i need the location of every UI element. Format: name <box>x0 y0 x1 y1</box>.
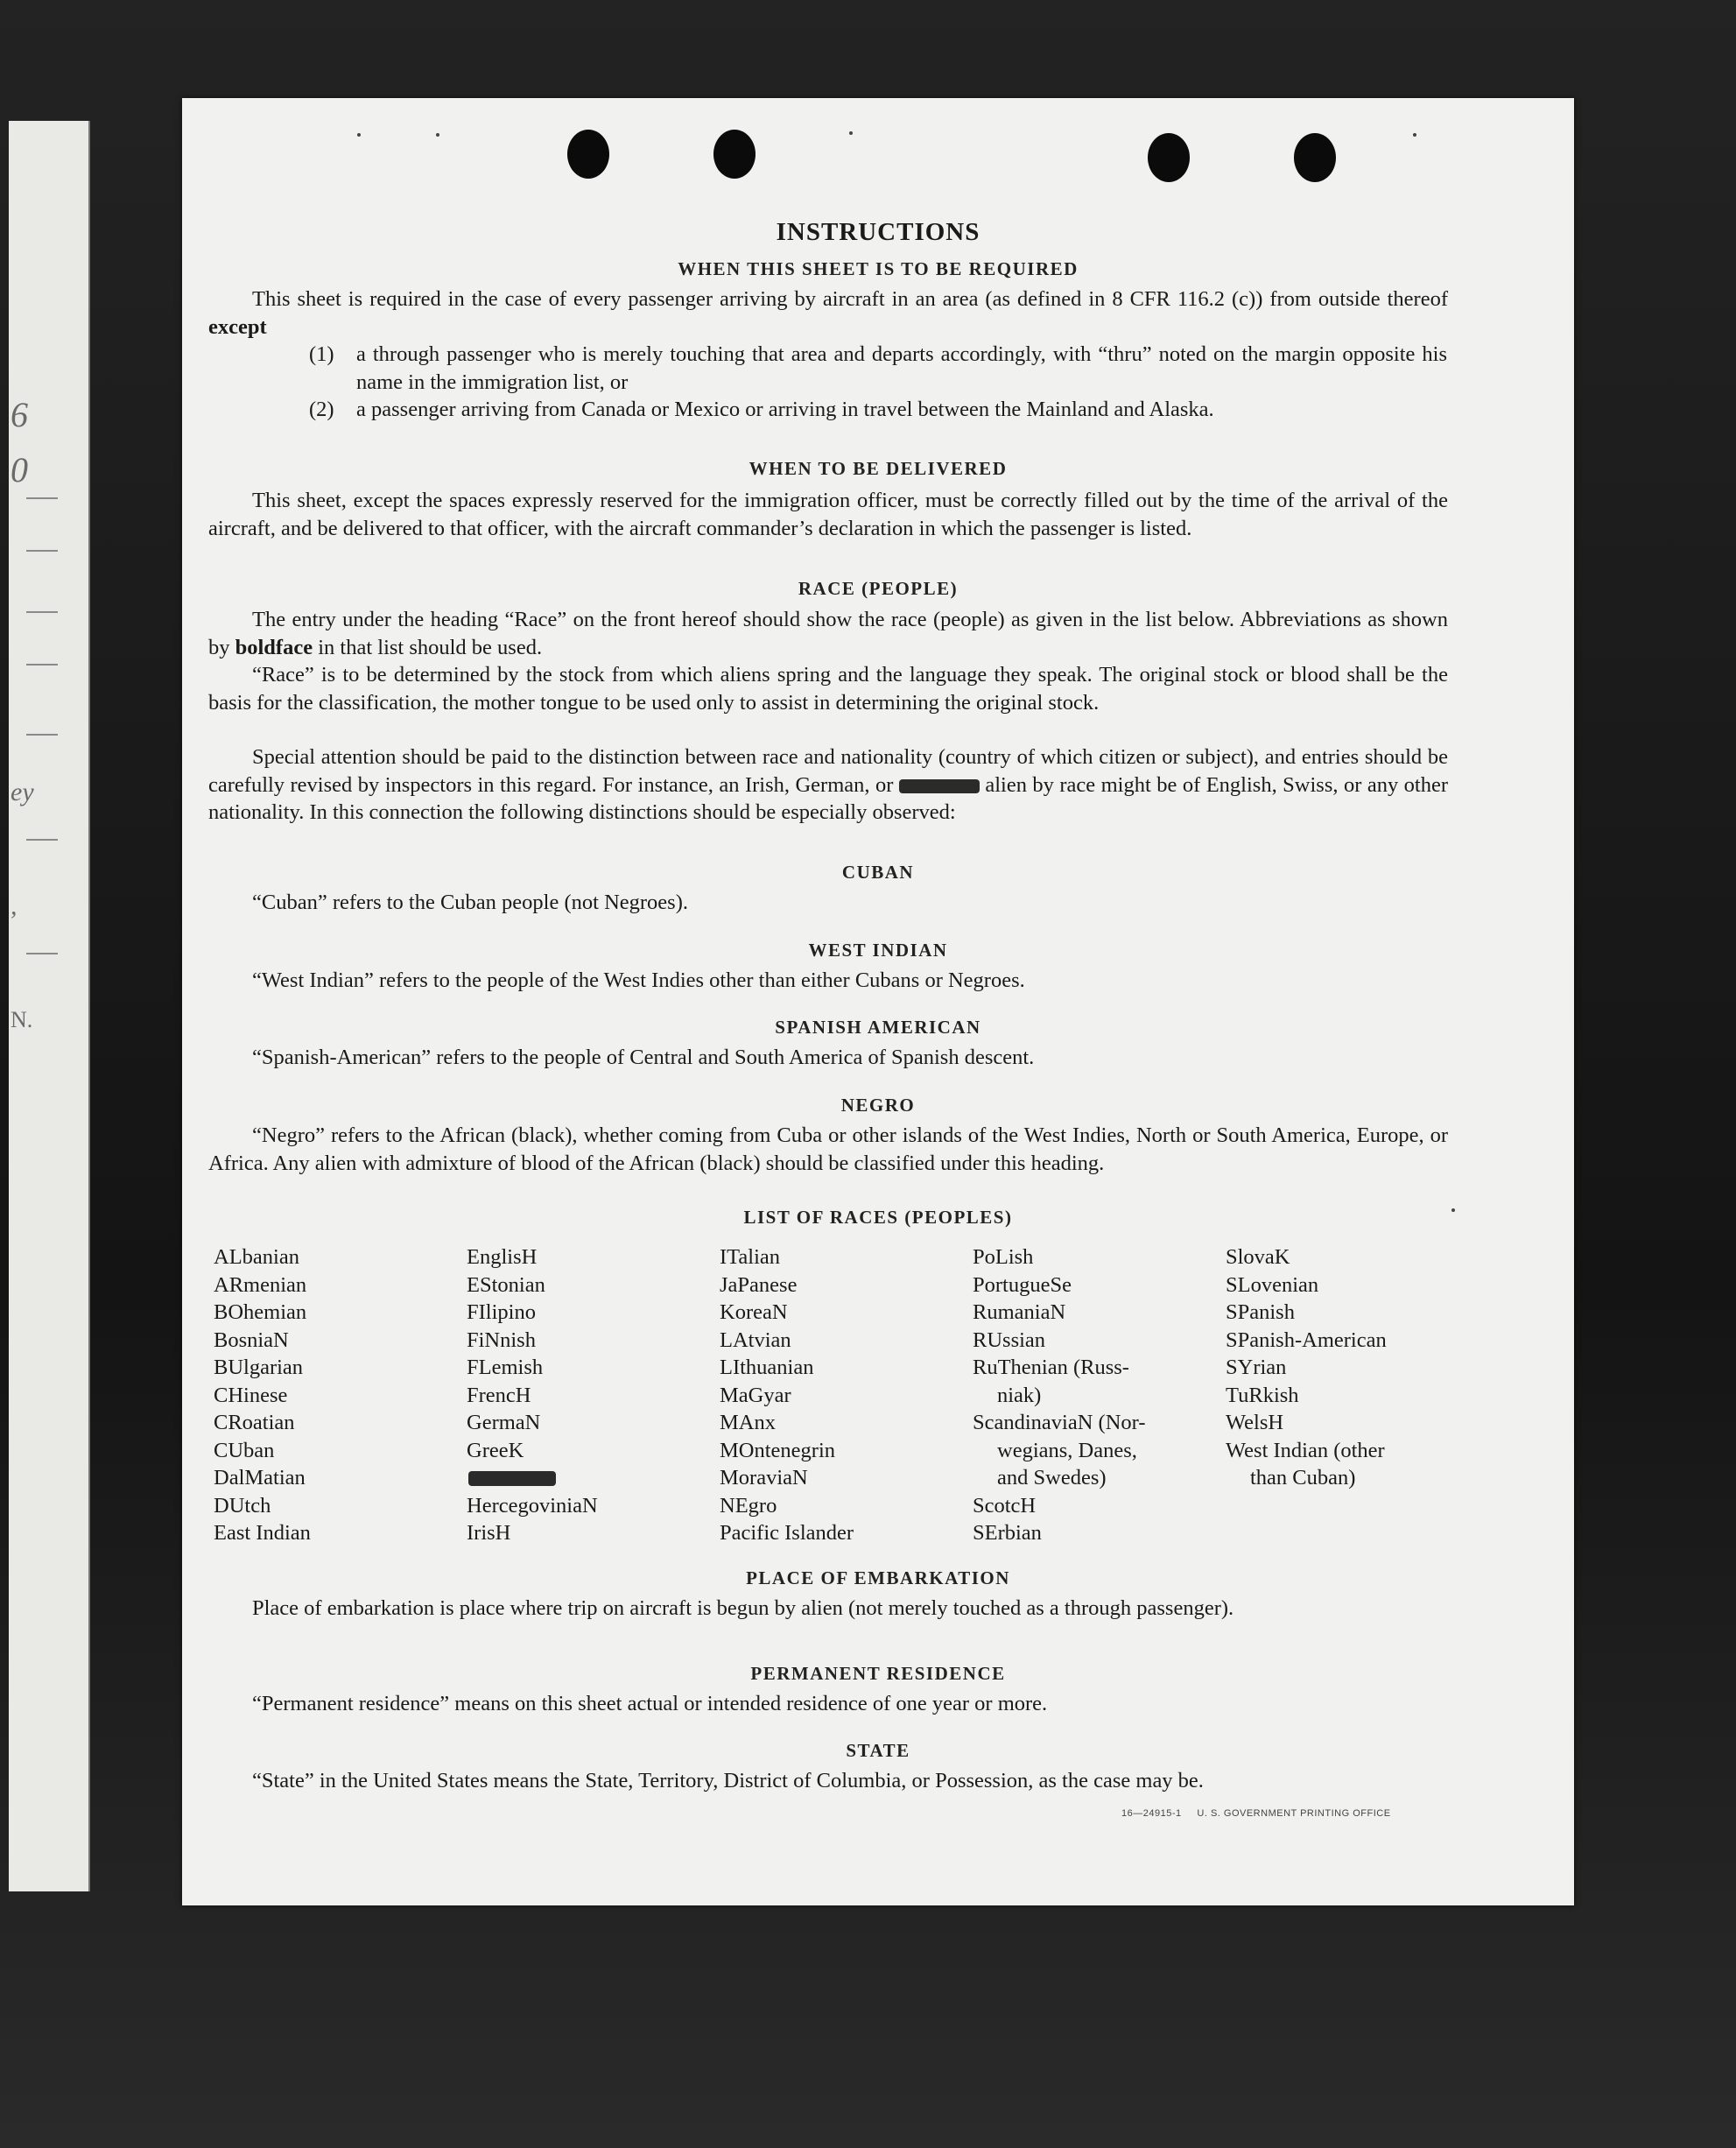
race-entry-continued: and Swedes) <box>997 1466 1107 1490</box>
race-entry: KoreaN <box>720 1300 788 1324</box>
punch-hole <box>1294 133 1336 182</box>
race-entry: EStonian <box>467 1272 545 1297</box>
race-entry: PoLish <box>973 1245 1034 1269</box>
page-title: INSTRUCTIONS <box>776 218 980 246</box>
race-entry: DUtch <box>214 1493 271 1518</box>
paragraph-west-indian: “West Indian” refers to the people of the West Indies other than either Cubans or Negroes. <box>252 968 1025 992</box>
left-sheet-mark: , <box>11 891 18 920</box>
instruction-sheet <box>182 98 1574 1905</box>
race-column-5 <box>1226 1243 1479 1547</box>
printer-credit: U. S. GOVERNMENT PRINTING OFFICE <box>1197 1808 1391 1819</box>
race-entry: LAtvian <box>720 1328 791 1352</box>
left-sheet-mark: N. <box>11 1007 33 1032</box>
dust-speck <box>849 131 853 135</box>
race-entry: LIthuanian <box>720 1356 814 1379</box>
race-column-3 <box>720 1243 973 1547</box>
paragraph-embarkation: Place of embarkation is place where trip on aircraft is begun by alien (not merely touched as a through passenger). <box>252 1596 1234 1620</box>
paragraph-race-2: “Race” is to be determined by the stock from which aliens spring and the language they speak. The original stock or blood shall be the basis for the classification, the mother tongue to be used only to assist in determining the original stock. <box>208 663 1448 715</box>
heading-race: RACE (PEOPLE) <box>798 578 959 599</box>
race-column-1 <box>214 1243 467 1547</box>
punch-hole <box>567 130 609 179</box>
race-entry: SPanish <box>1226 1300 1295 1324</box>
race-entry: FrencH <box>467 1383 531 1407</box>
heading-embarkation: PLACE OF EMBARKATION <box>746 1567 1010 1588</box>
dust-speck <box>1413 133 1416 137</box>
race-entry: FLemish <box>467 1356 544 1379</box>
race-entry: BosniaN <box>214 1328 289 1352</box>
dust-speck <box>357 133 361 137</box>
ruled-line <box>26 497 58 499</box>
race-entry: ARmenian <box>214 1272 307 1297</box>
race-entry: ScandinaviaN (Nor- <box>973 1411 1146 1434</box>
race-entry: SYrian <box>1226 1356 1287 1379</box>
ruled-line <box>26 550 58 552</box>
race-entry: MAnx <box>720 1411 776 1434</box>
race-entry: CRoatian <box>214 1411 295 1434</box>
paragraph-race-3: Special attention should be paid to the distinction between race and nationality (country of which citizen or subject), and entries should be carefully revised by inspectors in this regard. For instance, an Irish, German, or alien by race might be of English, Swiss, or any other nationality. In this connection the following distinctions should be especially observed: <box>208 745 1448 824</box>
race-entry: EnglisH <box>467 1245 538 1269</box>
form-footer <box>1121 1808 1391 1819</box>
heading-cuban: CUBAN <box>841 862 915 883</box>
race-entry: NEgro <box>720 1493 777 1518</box>
punch-hole <box>1148 133 1190 182</box>
race-entry: GermaN <box>467 1411 541 1434</box>
race-entry: West Indian (other <box>1226 1438 1385 1462</box>
race-entry: BOhemian <box>214 1300 307 1324</box>
race-entry-continued: wegians, Danes, <box>997 1438 1137 1462</box>
race-entry: MaGyar <box>720 1383 791 1407</box>
race-entry-redacted <box>467 1464 720 1492</box>
exception-item-2: (2) a passenger arriving from Canada or Mexico or arriving in travel between the Mainland and Alaska. <box>309 398 1214 421</box>
race-entry: MoraviaN <box>720 1466 808 1490</box>
redaction-mark <box>899 779 980 793</box>
heading-list-of-races: LIST OF RACES (PEOPLES) <box>743 1207 1013 1228</box>
race-entry: SLovenian <box>1226 1272 1319 1297</box>
left-sheet-mark: 6 <box>11 395 28 434</box>
left-sheet-mark: 0 <box>11 450 28 489</box>
ruled-line <box>26 839 58 841</box>
ruled-line <box>26 953 58 954</box>
race-entry: ITalian <box>720 1245 781 1269</box>
race-entry: CUban <box>214 1438 275 1462</box>
race-entry-continued: than Cuban) <box>1250 1466 1356 1490</box>
paragraph-state: “State” in the United States means the State, Territory, District of Columbia, or Possession, as the case may be. <box>252 1769 1204 1792</box>
heading-state: STATE <box>846 1740 910 1761</box>
race-entry: SPanish-American <box>1226 1328 1387 1352</box>
ruled-line <box>26 611 58 613</box>
left-sheet-mark: ey <box>11 778 34 806</box>
race-entry: CHinese <box>214 1383 288 1407</box>
ruled-line <box>26 664 58 666</box>
paragraph-cuban: “Cuban” refers to the Cuban people (not Negroes). <box>252 891 688 914</box>
race-entry: MOntenegrin <box>720 1438 835 1462</box>
ruled-line <box>26 734 58 736</box>
race-entry: BUlgarian <box>214 1356 304 1379</box>
race-entry: TuRkish <box>1226 1383 1299 1407</box>
paragraph-race-1: The entry under the heading “Race” on the front hereof should show the race (people) as given in the list below. Abbreviations as shown by boldface in that list should be used. <box>208 608 1448 659</box>
race-entry: SlovaK <box>1226 1245 1290 1269</box>
race-entry: FIlipino <box>467 1300 536 1324</box>
race-entry: RUssian <box>973 1328 1046 1352</box>
race-entry-continued: niak) <box>997 1383 1042 1407</box>
race-entry: DalMatian <box>214 1466 306 1490</box>
race-entry: PortugueSe <box>973 1272 1072 1297</box>
race-entry: FiNnish <box>467 1328 536 1352</box>
race-entry: RumaniaN <box>973 1300 1066 1324</box>
race-entry: JaPanese <box>720 1272 798 1297</box>
race-column-2 <box>467 1243 720 1547</box>
form-code: 16—24915-1 <box>1121 1808 1182 1819</box>
heading-residence: PERMANENT RESIDENCE <box>750 1663 1006 1684</box>
race-list <box>214 1243 1457 1547</box>
race-entry: SErbian <box>973 1521 1042 1545</box>
heading-delivered: WHEN TO BE DELIVERED <box>749 458 1008 479</box>
dust-speck <box>436 133 439 137</box>
race-entry: IrisH <box>467 1521 511 1545</box>
heading-spanish-american: SPANISH AMERICAN <box>775 1017 981 1038</box>
paragraph-required: This sheet is required in the case of every passenger arriving by aircraft in an area (as defined in 8 CFR 116.2 (c)) from outside thereof except <box>208 287 1448 339</box>
paragraph-negro: “Negro” refers to the African (black), whether coming from Cuba or other islands of the West Indies, North or South America, Europe, or Africa. Any alien with admixture of blood of the African (black) should be classified under this heading. <box>208 1123 1448 1175</box>
race-column-4 <box>973 1243 1226 1547</box>
heading-required: WHEN THIS SHEET IS TO BE REQUIRED <box>678 258 1079 279</box>
race-entry: GreeK <box>467 1438 524 1462</box>
race-entry: ALbanian <box>214 1245 299 1269</box>
punch-hole <box>713 130 756 179</box>
heading-negro: NEGRO <box>840 1095 916 1116</box>
adjacent-sheet-edge <box>9 121 90 1891</box>
paragraph-spanish-american: “Spanish-American” refers to the people of Central and South America of Spanish descent. <box>252 1046 1035 1069</box>
paragraph-delivered: This sheet, except the spaces expressly reserved for the immigration officer, must be correctly filled out by the time of the arrival of the aircraft, and be delivered to that officer, with the aircraft commander’s declaration in which the passenger is listed. <box>208 489 1448 540</box>
heading-west-indian: WEST INDIAN <box>808 940 948 961</box>
race-entry: Pacific Islander <box>720 1521 854 1545</box>
race-entry: RuThenian (Russ- <box>973 1356 1129 1379</box>
race-entry: HercegoviniaN <box>467 1493 598 1518</box>
paragraph-residence: “Permanent residence” means on this sheet actual or intended residence of one year or more. <box>252 1692 1048 1715</box>
race-entry: ScotcH <box>973 1493 1037 1518</box>
race-entry: East Indian <box>214 1521 311 1545</box>
exception-item-1: (1) a through passenger who is merely touching that area and departs accordingly, with “thru” noted on the margin opposite his name in the immigration list, or <box>309 342 1447 394</box>
race-entry: WelsH <box>1226 1411 1284 1434</box>
